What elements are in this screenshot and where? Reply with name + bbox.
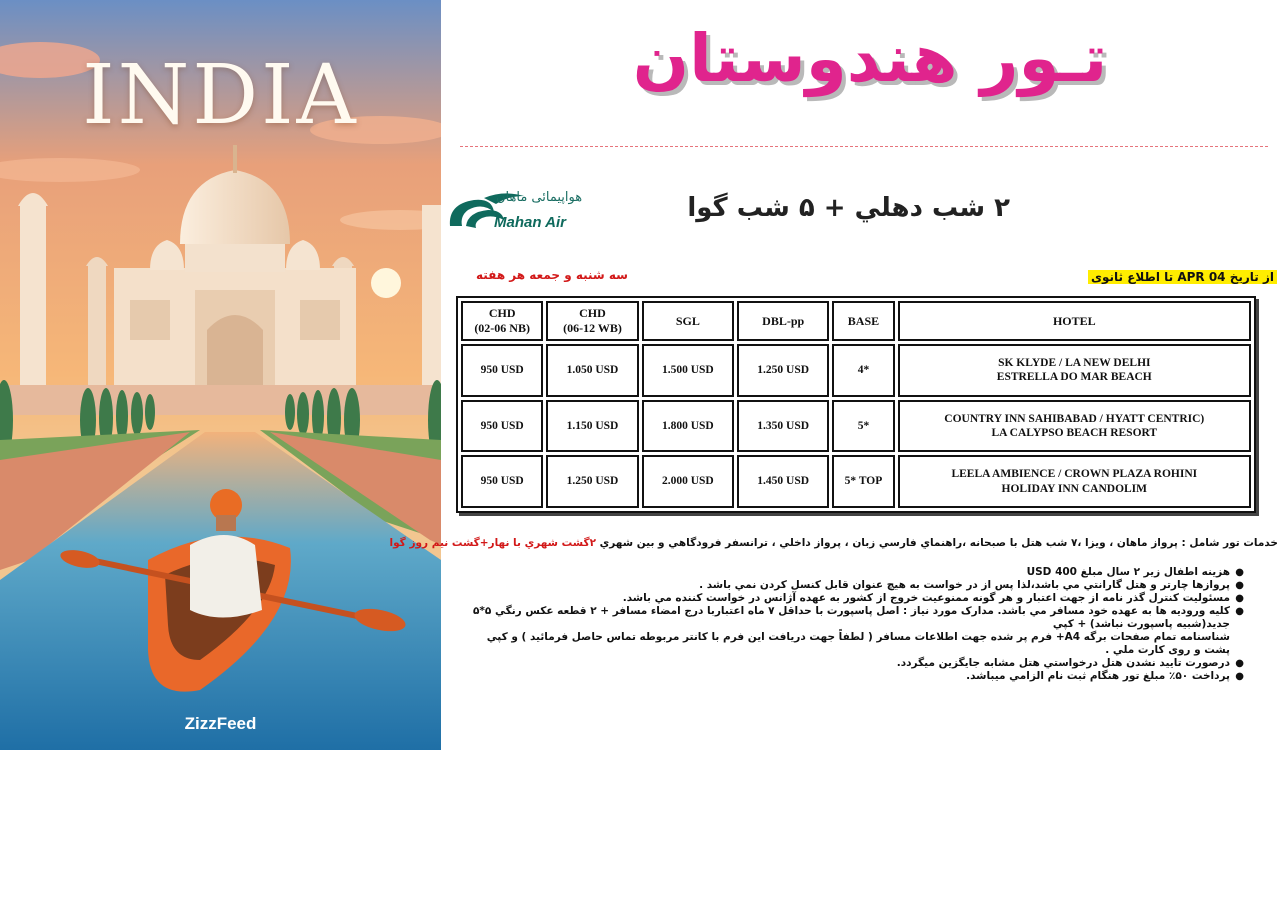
list-item (470, 631, 1270, 657)
cell-dbl: 1.450 USD (737, 455, 829, 508)
list-item (470, 579, 1270, 592)
cell-sgl: 1.800 USD (642, 400, 734, 453)
terms-list (470, 566, 1270, 683)
header-chd-nb-age: (02-06 NB) (474, 321, 530, 335)
cell-base: 5* (832, 400, 894, 453)
header-chd-nb-label: CHD (488, 306, 516, 320)
airline-name-fa: هواپیمائی ماهان (496, 190, 583, 205)
table-row (461, 400, 1251, 453)
price-table (458, 298, 1254, 511)
bullet-icon: ● (1235, 658, 1244, 669)
bullet-icon: ● (1235, 593, 1244, 604)
cell-dbl: 1.350 USD (737, 400, 829, 453)
header-chd-wb-age: (06-12 WB) (563, 321, 622, 335)
cell-chd-wb: 1.250 USD (546, 455, 638, 508)
note-text: پرداخت ۵۰٪ مبلغ تور هنگام ثبت نام الزامي ميباشد. (966, 670, 1230, 682)
note-text: مسئوليت کنترل گذر نامه از جهت اعتبار و هر گونه ممنوعيت خروج از کشور به عهده آژانس در خواست کننده مي باشد. (622, 592, 1230, 604)
note-text: شناسنامه تمام صفحات برگه A4+ فرم پر شده جهت اطلاعات مسافر ( لطفاً جهت دريافت اين فرم با کانتر مربوطه تماس حاصل فرمائيد ) و کپي پشت و روی کارت ملي . (486, 631, 1230, 656)
header-base: BASE (832, 301, 894, 341)
included-services (389, 537, 1278, 549)
india-poster (0, 0, 441, 750)
airline-name-en: Mahan Air (494, 214, 566, 231)
bullet-icon: ● (1235, 606, 1244, 617)
hotel-goa: LA CALYPSO BEACH RESORT (991, 426, 1158, 439)
price-table-frame (456, 296, 1256, 513)
services-highlight: ۲گشت شهري با نهار+گشت نيم روز گوا (389, 537, 596, 549)
header-hotel: HOTEL (898, 301, 1251, 341)
header-sgl: SGL (642, 301, 734, 341)
header-dbl: DBL-pp (737, 301, 829, 341)
table-row (461, 344, 1251, 397)
hotel-goa: HOLIDAY INN CANDOLIM (1001, 482, 1148, 495)
hotel-delhi: LEELA AMBIENCE / CROWN PLAZA ROHINI (951, 468, 1198, 481)
note-text: کليه ورودیه ها به عهده خود مسافر مي باشد. مدارک مورد نياز : اصل پاسپورت با حداقل ۷ ماه اعتباربا درج امضاء مسافر + ۲ قطعه عکس رنگي ۵*۵ جديد(شبيه پاسپورت نباشد) + کپي (473, 605, 1230, 630)
title-divider (460, 146, 1268, 147)
departure-days-note: سه شنبه و جمعه هر هفته (476, 268, 628, 282)
cell-hotel (898, 455, 1251, 508)
cell-sgl: 2.000 USD (642, 455, 734, 508)
bullet-icon: ● (1235, 671, 1244, 682)
tour-route: ۲ شب دهلي + ۵ شب گوا (687, 193, 1010, 223)
cell-chd-wb: 1.050 USD (546, 344, 638, 397)
list-item (470, 605, 1270, 631)
bullet-icon: ● (1235, 580, 1244, 591)
cell-base: 5* TOP (832, 455, 894, 508)
hotel-delhi: SK KLYDE / LA NEW DELHI (998, 356, 1151, 369)
cell-chd-nb: 950 USD (461, 400, 543, 453)
table-row (461, 455, 1251, 508)
date-validity-note: از تاریخ 04 APR تا اطلاع ثانوی (1088, 270, 1277, 284)
table-header-row (461, 301, 1251, 341)
cell-base: 4* (832, 344, 894, 397)
cell-chd-wb: 1.150 USD (546, 400, 638, 453)
cell-chd-nb: 950 USD (461, 344, 543, 397)
poster-title: INDIA (82, 48, 359, 143)
hotel-delhi: COUNTRY INN SAHIBABAD / HYATT CENTRIC) (944, 412, 1205, 425)
list-item (470, 670, 1270, 683)
header-chd-wb-label: CHD (579, 306, 606, 320)
note-text: هزينه اطفال زير ۲ سال مبلغ 400 USD (1026, 566, 1230, 578)
cell-hotel (898, 400, 1251, 453)
poster-credit: ZizzFeed (184, 714, 257, 733)
page-title: تـور هندوستان (632, 20, 1108, 97)
list-item (470, 566, 1270, 579)
header-chd-nb (461, 301, 543, 341)
cell-dbl: 1.250 USD (737, 344, 829, 397)
cell-sgl: 1.500 USD (642, 344, 734, 397)
note-text: درصورت تاييد نشدن هتل درخواستي هتل مشابه جايگزين ميگردد. (896, 657, 1230, 669)
services-text: خدمات تور شامل : پرواز ماهان ، ويزا ،۷ شب هتل با صبحانه ،راهنماي فارسي زبان ، پرواز داخلي ، ترانسفر فرودگاهي و بين شهري (599, 537, 1278, 549)
list-item (470, 657, 1270, 670)
note-text: پروازها چارتر و هتل گارانتي مي باشد،لذا پس از در خواست به هيچ عنوان قابل کنسل کردن نمي باشد . (699, 579, 1230, 591)
list-item (470, 592, 1270, 605)
header-chd-wb (546, 301, 638, 341)
hotel-goa: ESTRELLA DO MAR BEACH (996, 371, 1152, 384)
cell-hotel (898, 344, 1251, 397)
bullet-icon: ● (1235, 567, 1244, 578)
cell-chd-nb: 950 USD (461, 455, 543, 508)
